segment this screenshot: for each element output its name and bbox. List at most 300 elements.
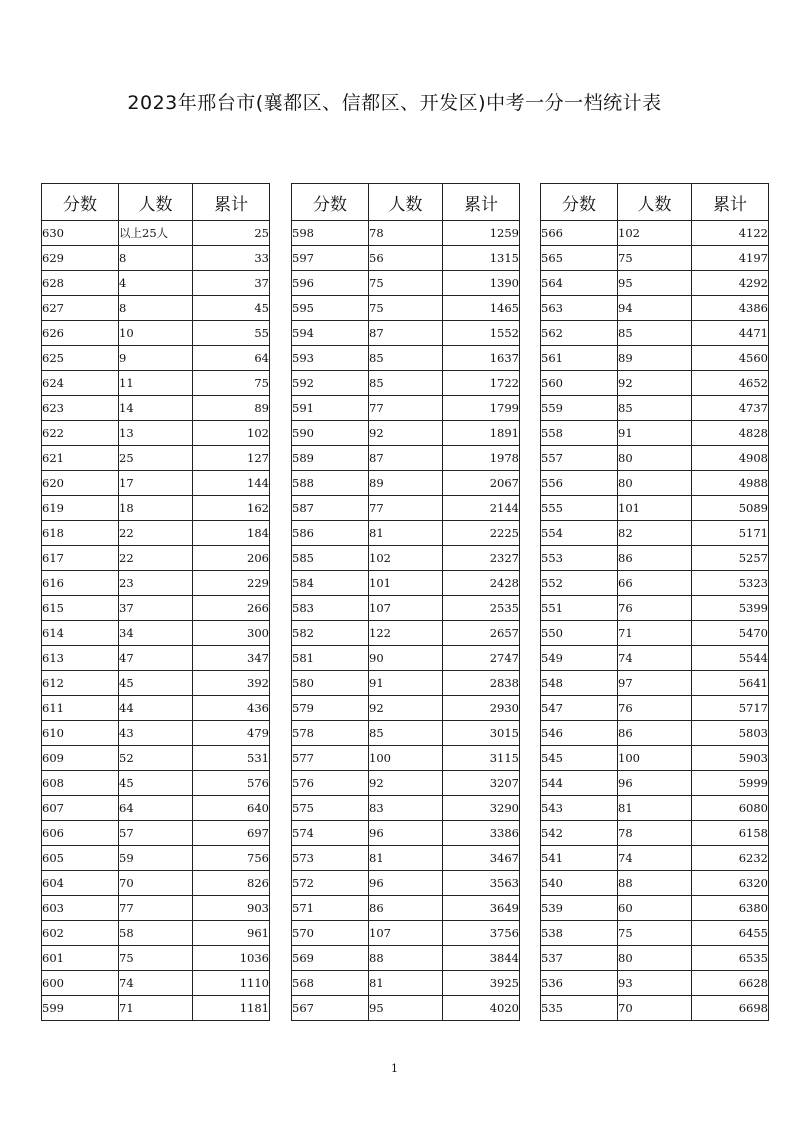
cumulative-cell: 3290 — [443, 796, 520, 821]
count-cell: 77 — [369, 396, 443, 421]
table-row — [541, 271, 769, 296]
table-row — [42, 346, 270, 371]
score-cell: 598 — [292, 221, 369, 246]
score-cell: 584 — [292, 571, 369, 596]
count-cell: 89 — [369, 471, 443, 496]
count-cell: 96 — [369, 871, 443, 896]
cumulative-cell: 1722 — [443, 371, 520, 396]
table-row — [42, 571, 270, 596]
table-row — [541, 246, 769, 271]
cumulative-cell: 5999 — [692, 771, 769, 796]
count-cell: 102 — [369, 546, 443, 571]
score-cell: 562 — [541, 321, 618, 346]
score-cell: 559 — [541, 396, 618, 421]
count-cell: 80 — [618, 446, 692, 471]
cumulative-cell: 6158 — [692, 821, 769, 846]
score-cell: 588 — [292, 471, 369, 496]
count-cell: 93 — [618, 971, 692, 996]
count-cell: 74 — [618, 846, 692, 871]
score-cell: 549 — [541, 646, 618, 671]
score-cell: 610 — [42, 721, 119, 746]
count-cell: 34 — [119, 621, 193, 646]
header-cumulative: 累计 — [193, 184, 270, 221]
cumulative-cell: 55 — [193, 321, 270, 346]
count-cell: 75 — [618, 246, 692, 271]
count-cell: 71 — [119, 996, 193, 1021]
cumulative-cell: 2428 — [443, 571, 520, 596]
cumulative-cell: 45 — [193, 296, 270, 321]
table-row — [292, 721, 520, 746]
table-row — [292, 971, 520, 996]
score-cell: 609 — [42, 746, 119, 771]
table-row — [42, 421, 270, 446]
table-row — [541, 571, 769, 596]
table-row — [292, 596, 520, 621]
cumulative-cell: 5089 — [692, 496, 769, 521]
count-cell: 76 — [618, 696, 692, 721]
score-cell: 589 — [292, 446, 369, 471]
cumulative-cell: 756 — [193, 846, 270, 871]
table-row — [42, 596, 270, 621]
table-row — [42, 446, 270, 471]
score-cell: 573 — [292, 846, 369, 871]
cumulative-cell: 2067 — [443, 471, 520, 496]
cumulative-cell: 3563 — [443, 871, 520, 896]
count-cell: 52 — [119, 746, 193, 771]
score-cell: 606 — [42, 821, 119, 846]
table-row — [292, 446, 520, 471]
table-row — [42, 721, 270, 746]
count-cell: 87 — [369, 446, 443, 471]
table-row — [541, 971, 769, 996]
count-cell: 97 — [618, 671, 692, 696]
score-cell: 587 — [292, 496, 369, 521]
count-cell: 8 — [119, 246, 193, 271]
table-row — [292, 896, 520, 921]
table-row — [292, 771, 520, 796]
count-cell: 92 — [369, 696, 443, 721]
score-cell: 575 — [292, 796, 369, 821]
table-row — [541, 346, 769, 371]
count-cell: 78 — [618, 821, 692, 846]
count-cell: 101 — [618, 496, 692, 521]
count-cell: 77 — [369, 496, 443, 521]
count-cell: 92 — [369, 421, 443, 446]
score-cell: 616 — [42, 571, 119, 596]
table-row — [292, 271, 520, 296]
table-row — [42, 821, 270, 846]
score-cell: 566 — [541, 221, 618, 246]
score-cell: 619 — [42, 496, 119, 521]
header-count: 人数 — [369, 184, 443, 221]
cumulative-cell: 6320 — [692, 871, 769, 896]
score-cell: 627 — [42, 296, 119, 321]
score-cell: 625 — [42, 346, 119, 371]
count-cell: 88 — [618, 871, 692, 896]
cumulative-cell: 3015 — [443, 721, 520, 746]
table-row — [541, 471, 769, 496]
table-row — [541, 921, 769, 946]
count-cell: 85 — [369, 346, 443, 371]
score-cell: 615 — [42, 596, 119, 621]
score-cell: 583 — [292, 596, 369, 621]
cumulative-cell: 6080 — [692, 796, 769, 821]
table-row — [541, 746, 769, 771]
cumulative-cell: 37 — [193, 271, 270, 296]
cumulative-cell: 3756 — [443, 921, 520, 946]
table-row — [42, 771, 270, 796]
cumulative-cell: 1390 — [443, 271, 520, 296]
count-cell: 107 — [369, 596, 443, 621]
score-cell: 554 — [541, 521, 618, 546]
count-cell: 75 — [618, 921, 692, 946]
table-row — [541, 871, 769, 896]
cumulative-cell: 1799 — [443, 396, 520, 421]
cumulative-cell: 4386 — [692, 296, 769, 321]
count-cell: 81 — [369, 846, 443, 871]
count-cell: 10 — [119, 321, 193, 346]
cumulative-cell: 3925 — [443, 971, 520, 996]
count-cell: 81 — [369, 971, 443, 996]
count-cell: 70 — [119, 871, 193, 896]
count-cell: 122 — [369, 621, 443, 646]
table-row — [541, 421, 769, 446]
table-row — [42, 246, 270, 271]
table-row — [292, 696, 520, 721]
cumulative-cell: 2144 — [443, 496, 520, 521]
table-row — [292, 946, 520, 971]
count-cell: 75 — [369, 296, 443, 321]
score-cell: 624 — [42, 371, 119, 396]
table-row — [292, 421, 520, 446]
cumulative-cell: 144 — [193, 471, 270, 496]
score-cell: 602 — [42, 921, 119, 946]
count-cell: 18 — [119, 496, 193, 521]
score-cell: 600 — [42, 971, 119, 996]
table-row — [292, 396, 520, 421]
count-cell: 80 — [618, 471, 692, 496]
score-cell: 535 — [541, 996, 618, 1021]
cumulative-cell: 300 — [193, 621, 270, 646]
page-title: 2023年邢台市(襄都区、信都区、开发区)中考一分一档统计表 — [127, 92, 662, 114]
cumulative-cell: 6698 — [692, 996, 769, 1021]
cumulative-cell: 576 — [193, 771, 270, 796]
count-cell: 102 — [618, 221, 692, 246]
cumulative-cell: 206 — [193, 546, 270, 571]
score-cell: 596 — [292, 271, 369, 296]
count-cell: 23 — [119, 571, 193, 596]
header-count: 人数 — [618, 184, 692, 221]
table-row — [541, 446, 769, 471]
table-row — [541, 821, 769, 846]
score-cell: 613 — [42, 646, 119, 671]
table-row — [292, 296, 520, 321]
count-cell: 100 — [618, 746, 692, 771]
count-cell: 44 — [119, 696, 193, 721]
score-cell: 629 — [42, 246, 119, 271]
table-row — [541, 621, 769, 646]
page-number: 1 — [391, 1062, 398, 1075]
table-row — [42, 271, 270, 296]
count-cell: 9 — [119, 346, 193, 371]
cumulative-cell: 3115 — [443, 746, 520, 771]
score-cell: 611 — [42, 696, 119, 721]
table-row — [541, 996, 769, 1021]
table-row — [292, 746, 520, 771]
count-cell: 94 — [618, 296, 692, 321]
score-cell: 586 — [292, 521, 369, 546]
count-cell: 87 — [369, 321, 443, 346]
cumulative-cell: 1259 — [443, 221, 520, 246]
count-cell: 60 — [618, 896, 692, 921]
count-cell: 85 — [369, 721, 443, 746]
count-cell: 59 — [119, 846, 193, 871]
score-cell: 618 — [42, 521, 119, 546]
score-cell: 612 — [42, 671, 119, 696]
count-cell: 91 — [369, 671, 443, 696]
cumulative-cell: 4020 — [443, 996, 520, 1021]
cumulative-cell: 826 — [193, 871, 270, 896]
header-cumulative: 累计 — [443, 184, 520, 221]
table-row — [541, 796, 769, 821]
cumulative-cell: 1181 — [193, 996, 270, 1021]
score-table-1 — [41, 183, 270, 1021]
score-cell: 585 — [292, 546, 369, 571]
cumulative-cell: 2657 — [443, 621, 520, 646]
table-row — [292, 471, 520, 496]
score-cell: 569 — [292, 946, 369, 971]
cumulative-cell: 4122 — [692, 221, 769, 246]
score-cell: 565 — [541, 246, 618, 271]
table-row — [292, 221, 520, 246]
table-row — [42, 871, 270, 896]
score-cell: 552 — [541, 571, 618, 596]
cumulative-cell: 102 — [193, 421, 270, 446]
table-row — [42, 646, 270, 671]
cumulative-cell: 266 — [193, 596, 270, 621]
score-cell: 626 — [42, 321, 119, 346]
cumulative-cell: 3649 — [443, 896, 520, 921]
table-row — [292, 846, 520, 871]
score-cell: 571 — [292, 896, 369, 921]
cumulative-cell: 89 — [193, 396, 270, 421]
header-score: 分数 — [292, 184, 369, 221]
score-cell: 544 — [541, 771, 618, 796]
count-cell: 100 — [369, 746, 443, 771]
table-row — [292, 821, 520, 846]
cumulative-cell: 4471 — [692, 321, 769, 346]
cumulative-cell: 2225 — [443, 521, 520, 546]
score-cell: 603 — [42, 896, 119, 921]
cumulative-cell: 5257 — [692, 546, 769, 571]
table-row — [541, 496, 769, 521]
cumulative-cell: 640 — [193, 796, 270, 821]
table-row — [42, 696, 270, 721]
cumulative-cell: 4652 — [692, 371, 769, 396]
score-cell: 597 — [292, 246, 369, 271]
cumulative-cell: 5641 — [692, 671, 769, 696]
table-row — [292, 671, 520, 696]
count-cell: 74 — [119, 971, 193, 996]
table-row — [541, 596, 769, 621]
cumulative-cell: 2930 — [443, 696, 520, 721]
score-cell: 553 — [541, 546, 618, 571]
table-row — [541, 546, 769, 571]
count-cell: 43 — [119, 721, 193, 746]
cumulative-cell: 3844 — [443, 946, 520, 971]
score-cell: 536 — [541, 971, 618, 996]
count-cell: 96 — [369, 821, 443, 846]
count-cell: 107 — [369, 921, 443, 946]
score-cell: 605 — [42, 846, 119, 871]
score-cell: 538 — [541, 921, 618, 946]
table-row — [541, 296, 769, 321]
count-cell: 92 — [618, 371, 692, 396]
score-cell: 561 — [541, 346, 618, 371]
count-cell: 4 — [119, 271, 193, 296]
table-row — [541, 221, 769, 246]
table-row — [42, 396, 270, 421]
cumulative-cell: 531 — [193, 746, 270, 771]
cumulative-cell: 1891 — [443, 421, 520, 446]
cumulative-cell: 33 — [193, 246, 270, 271]
cumulative-cell: 3207 — [443, 771, 520, 796]
score-cell: 578 — [292, 721, 369, 746]
score-cell: 582 — [292, 621, 369, 646]
table-row — [42, 971, 270, 996]
header-score: 分数 — [42, 184, 119, 221]
score-cell: 540 — [541, 871, 618, 896]
table-row — [42, 221, 270, 246]
table-row — [292, 646, 520, 671]
cumulative-cell: 5470 — [692, 621, 769, 646]
table-row — [42, 946, 270, 971]
table-row — [292, 571, 520, 596]
cumulative-cell: 4908 — [692, 446, 769, 471]
score-cell: 551 — [541, 596, 618, 621]
cumulative-cell: 6535 — [692, 946, 769, 971]
score-cell: 548 — [541, 671, 618, 696]
count-cell: 85 — [369, 371, 443, 396]
table-row — [541, 671, 769, 696]
table-row — [541, 896, 769, 921]
count-cell: 85 — [618, 321, 692, 346]
table-row — [292, 521, 520, 546]
score-cell: 614 — [42, 621, 119, 646]
cumulative-cell: 347 — [193, 646, 270, 671]
score-cell: 607 — [42, 796, 119, 821]
count-cell: 37 — [119, 596, 193, 621]
count-cell: 101 — [369, 571, 443, 596]
count-cell: 86 — [369, 896, 443, 921]
table-row — [541, 321, 769, 346]
count-cell: 78 — [369, 221, 443, 246]
table-row — [541, 771, 769, 796]
score-cell: 608 — [42, 771, 119, 796]
cumulative-cell: 6455 — [692, 921, 769, 946]
score-cell: 537 — [541, 946, 618, 971]
cumulative-cell: 5544 — [692, 646, 769, 671]
score-cell: 576 — [292, 771, 369, 796]
cumulative-cell: 903 — [193, 896, 270, 921]
count-cell: 75 — [119, 946, 193, 971]
count-cell: 89 — [618, 346, 692, 371]
cumulative-cell: 229 — [193, 571, 270, 596]
cumulative-cell: 5717 — [692, 696, 769, 721]
cumulative-cell: 3467 — [443, 846, 520, 871]
table-row — [292, 921, 520, 946]
count-cell: 14 — [119, 396, 193, 421]
count-cell: 13 — [119, 421, 193, 446]
count-cell: 86 — [618, 721, 692, 746]
table-row — [541, 396, 769, 421]
count-cell: 81 — [618, 796, 692, 821]
score-cell: 545 — [541, 746, 618, 771]
cumulative-cell: 6380 — [692, 896, 769, 921]
score-cell: 601 — [42, 946, 119, 971]
table-row — [42, 846, 270, 871]
count-cell: 64 — [119, 796, 193, 821]
score-cell: 623 — [42, 396, 119, 421]
score-cell: 604 — [42, 871, 119, 896]
count-cell: 22 — [119, 521, 193, 546]
count-cell: 88 — [369, 946, 443, 971]
count-cell: 22 — [119, 546, 193, 571]
score-cell: 550 — [541, 621, 618, 646]
table-row — [42, 471, 270, 496]
table-row — [42, 521, 270, 546]
cumulative-cell: 5323 — [692, 571, 769, 596]
score-cell: 556 — [541, 471, 618, 496]
score-cell: 590 — [292, 421, 369, 446]
table-row — [292, 371, 520, 396]
count-cell: 86 — [618, 546, 692, 571]
count-cell: 76 — [618, 596, 692, 621]
table-row — [541, 696, 769, 721]
count-cell: 95 — [618, 271, 692, 296]
score-cell: 581 — [292, 646, 369, 671]
cumulative-cell: 2327 — [443, 546, 520, 571]
count-cell: 17 — [119, 471, 193, 496]
cumulative-cell: 6232 — [692, 846, 769, 871]
cumulative-cell: 1315 — [443, 246, 520, 271]
count-cell: 91 — [618, 421, 692, 446]
score-cell: 542 — [541, 821, 618, 846]
table-row — [42, 896, 270, 921]
cumulative-cell: 2747 — [443, 646, 520, 671]
count-cell: 71 — [618, 621, 692, 646]
cumulative-cell: 392 — [193, 671, 270, 696]
table-row — [42, 621, 270, 646]
score-cell: 622 — [42, 421, 119, 446]
cumulative-cell: 3386 — [443, 821, 520, 846]
cumulative-cell: 4560 — [692, 346, 769, 371]
table-row — [292, 621, 520, 646]
score-table-3 — [540, 183, 769, 1021]
count-cell: 92 — [369, 771, 443, 796]
score-cell: 568 — [292, 971, 369, 996]
cumulative-cell: 4292 — [692, 271, 769, 296]
score-cell: 599 — [42, 996, 119, 1021]
table-row — [42, 746, 270, 771]
count-cell: 96 — [618, 771, 692, 796]
count-cell: 77 — [119, 896, 193, 921]
table-row — [541, 646, 769, 671]
score-cell: 572 — [292, 871, 369, 896]
table-row — [292, 346, 520, 371]
count-cell: 81 — [369, 521, 443, 546]
score-cell: 621 — [42, 446, 119, 471]
